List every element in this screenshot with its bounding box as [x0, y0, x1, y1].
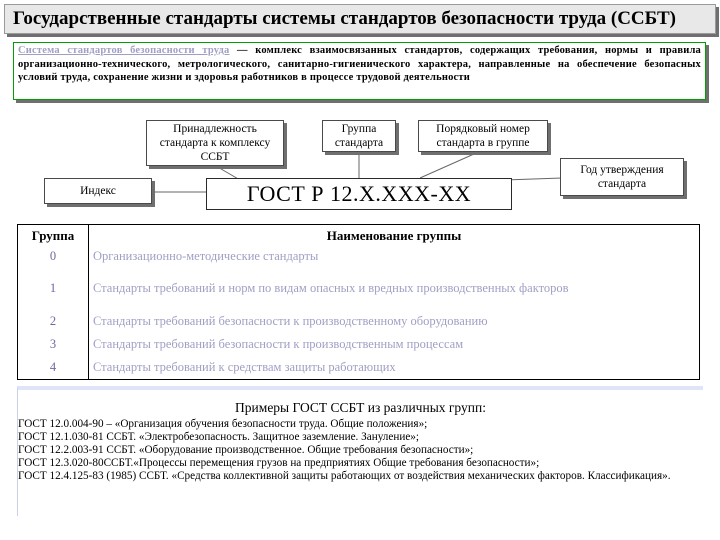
definition-term: Система стандартов безопасности труда	[18, 45, 230, 56]
group-name: Стандарты требований безопасности к производственному оборудованию	[93, 313, 488, 328]
group-name: Стандарты требований к средствам защиты работающих	[93, 360, 396, 375]
label-index: Индекс	[44, 178, 152, 204]
label-year: Год утверждения стандарта	[560, 158, 684, 196]
table-row	[18, 333, 700, 356]
group-number: 0	[18, 246, 89, 267]
label-serial: Порядковый номер стандарта в группе	[418, 120, 548, 152]
example-item: ГОСТ 12.0.004-90 – «Организация обучения безопасности труда. Общие положения»;	[18, 418, 428, 430]
example-item: ГОСТ 12.4.125-83 (1985) ССБТ. «Средства коллективной защиты работающих от воздействия механических факторов. Классификация».	[18, 470, 671, 482]
groups-table	[17, 224, 700, 380]
label-group: Группа стандарта	[322, 120, 396, 152]
label-belonging: Принадлежность стандарта к комплексу ССБТ	[146, 120, 284, 166]
example-item: ГОСТ 12.2.003-91 ССБТ. «Оборудование производственное. Общие требования безопасности»;	[18, 444, 474, 456]
group-name: Стандарты требований безопасности к производственным процессам	[93, 337, 464, 352]
group-number: 3	[18, 333, 89, 356]
table-row	[18, 310, 700, 333]
page-title: Государственные стандарты системы стандартов безопасности труда (ССБТ)	[4, 4, 716, 34]
table-row	[18, 267, 700, 309]
examples-list	[18, 418, 703, 483]
table-header-row	[18, 225, 700, 247]
example-item: ГОСТ 12.1.030-81 ССБТ. «Электробезопасность. Защитное заземление. Зануление»;	[18, 431, 419, 443]
examples-title: Примеры ГОСТ ССБТ из различных групп:	[235, 400, 486, 415]
group-name: Организационно-методические стандарты	[93, 249, 319, 264]
header-group: Группа	[18, 225, 89, 247]
header-name: Наименование группы	[326, 227, 462, 243]
group-number: 2	[18, 310, 89, 333]
group-number: 1	[18, 267, 89, 309]
definition-box	[13, 42, 706, 100]
table-row	[18, 246, 700, 267]
group-name: Стандарты требований и норм по видам опасных и вредных производственных факторов	[93, 281, 569, 295]
table-row	[18, 356, 700, 379]
connector-serial	[420, 150, 483, 178]
example-item: ГОСТ 12.3.020-80ССБТ.«Процессы перемещения грузов на предприятиях Общие требования безопасности»;	[18, 457, 540, 469]
examples-box	[17, 386, 703, 516]
group-number: 4	[18, 356, 89, 379]
gost-code: ГОСТ Р 12.X.XXX-XX	[206, 178, 512, 210]
connector-year	[505, 178, 562, 180]
definition-text: — комплекс взаимосвязанных стандартов, содержащих требования, нормы и правила организационно-технического, метрологического, санитарно-гигиенического характера, направленные на обеспечение безопасных условий труда, сохранение жизни и здоровья работников в процессе трудовой деятельности	[18, 45, 701, 83]
